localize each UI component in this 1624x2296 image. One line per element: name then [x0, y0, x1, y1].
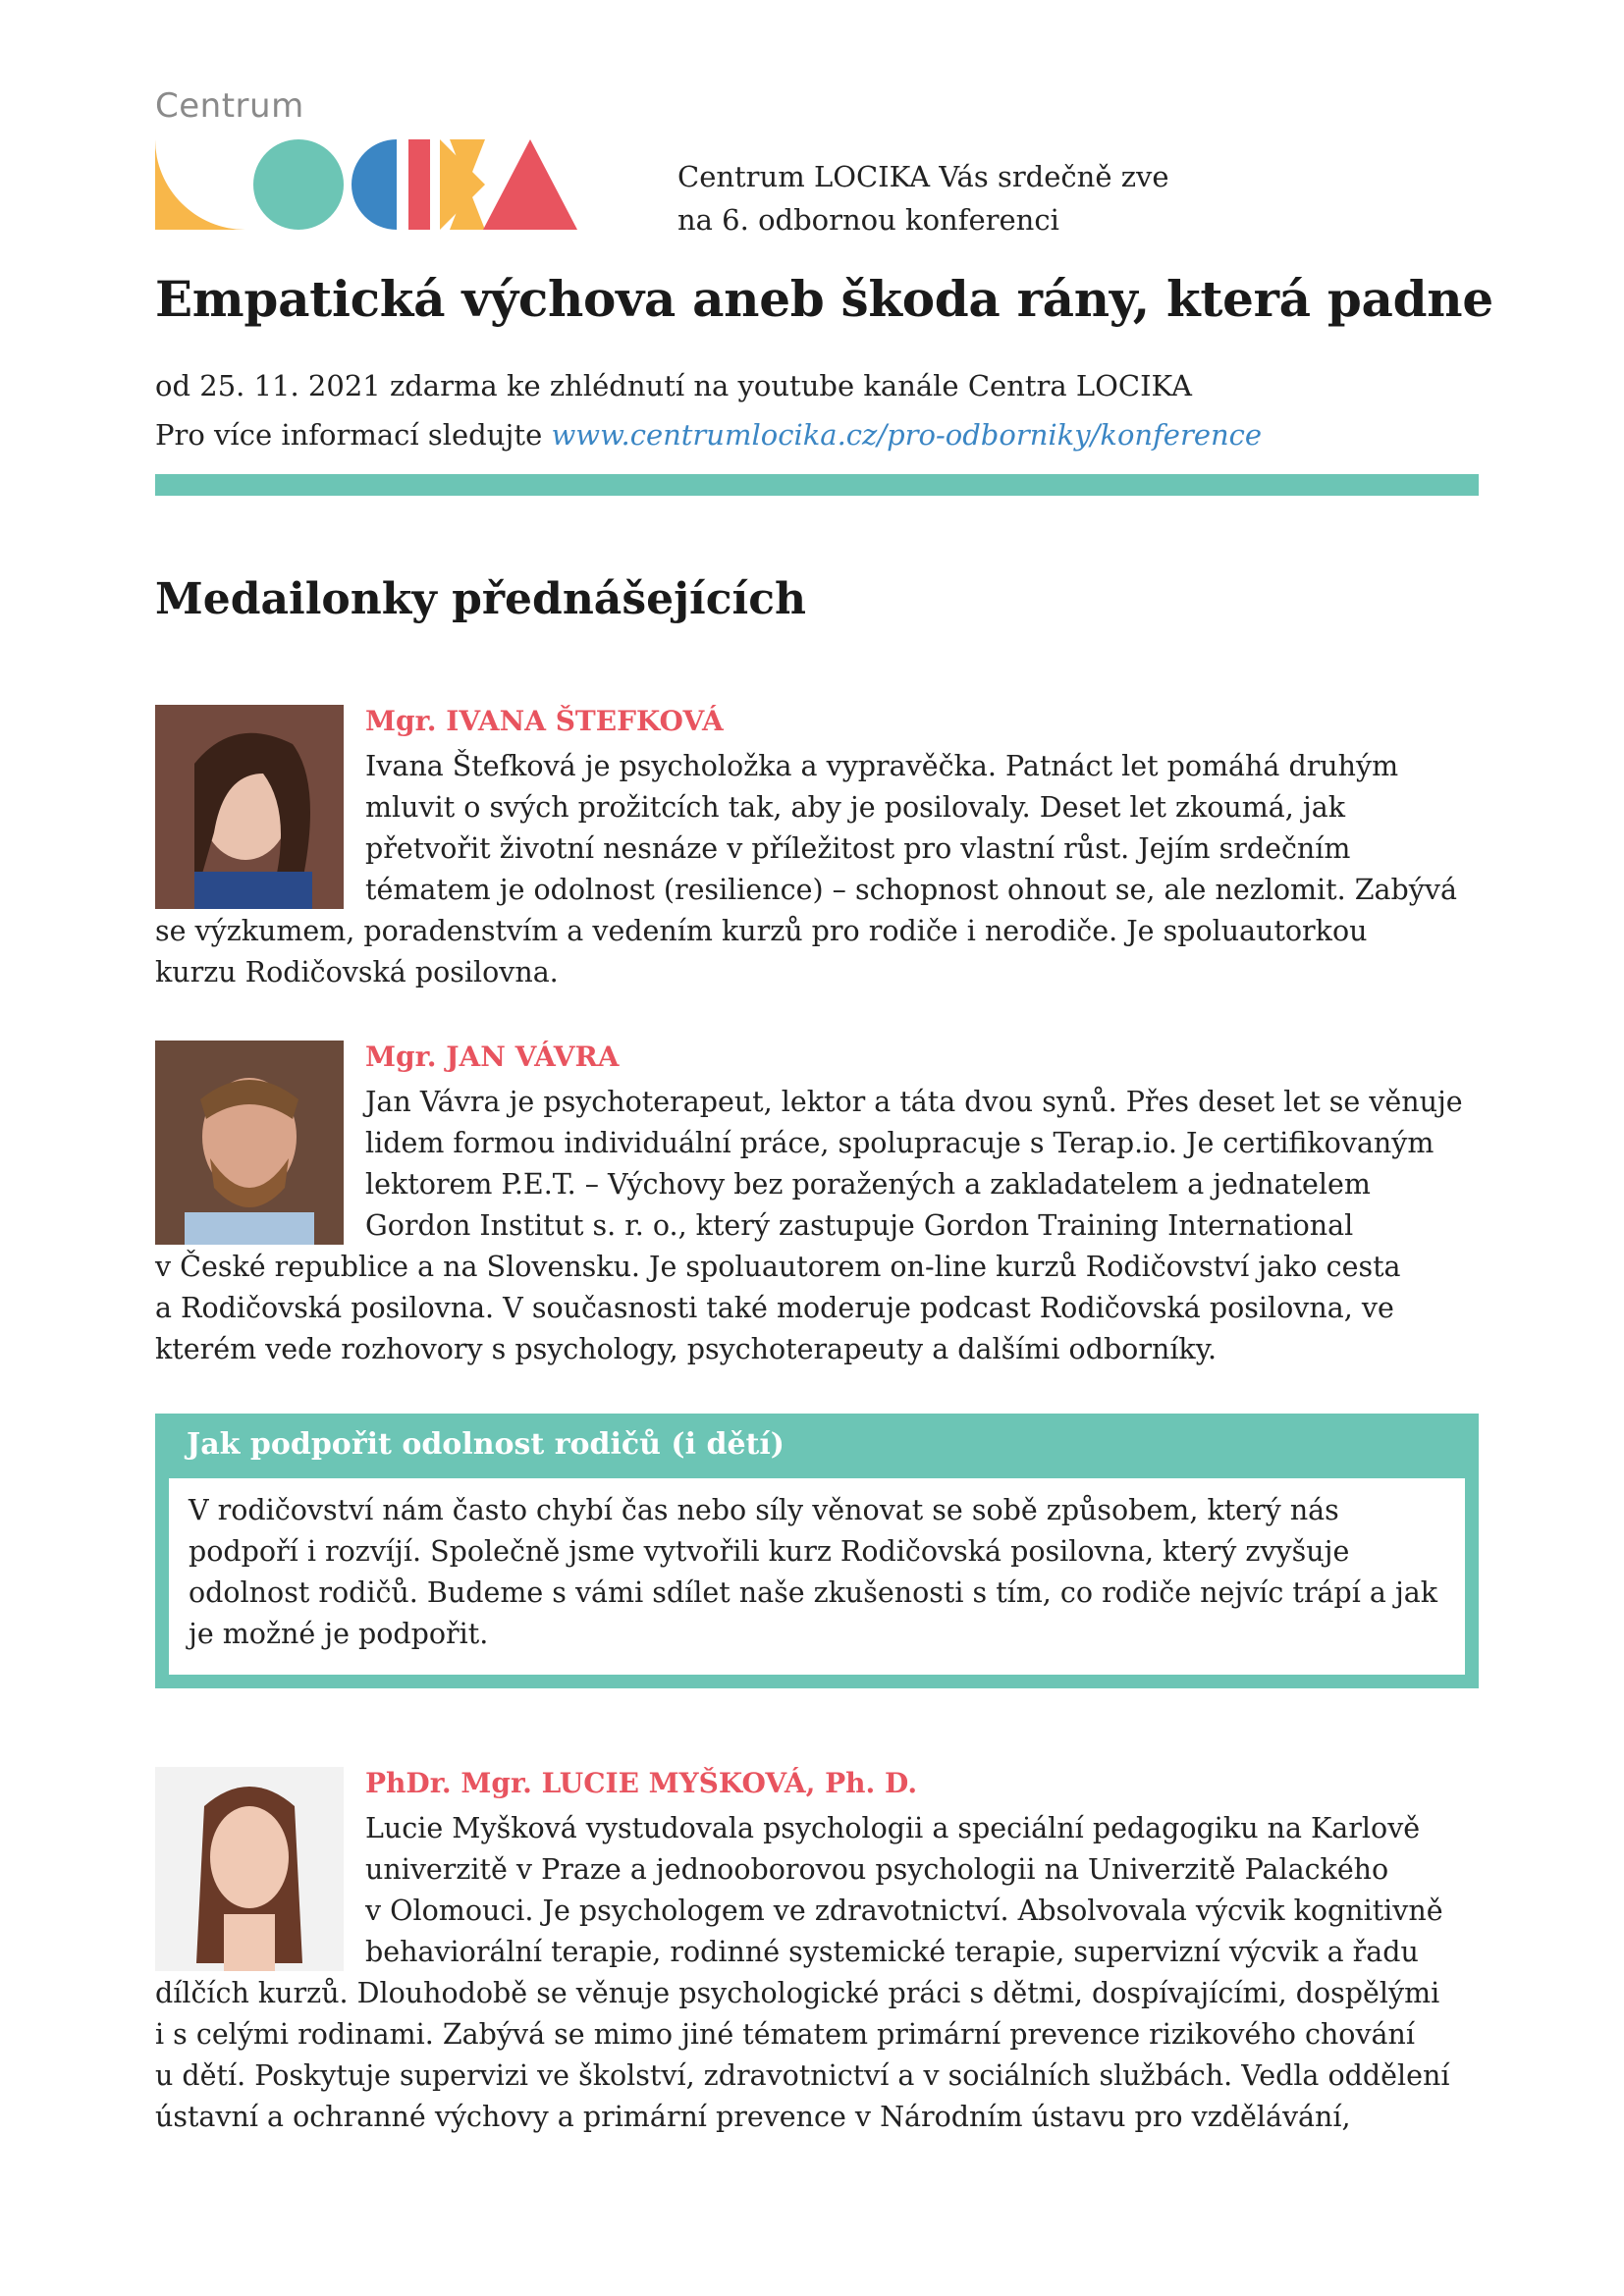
logo-centrum-text: Centrum: [155, 86, 304, 126]
bio-line: univerzitě v Praze a jednooborovou psychologii na Univerzitě Palackého: [365, 1853, 1389, 1886]
divider-bar: [155, 474, 1479, 496]
info-box-line: odolnost rodičů. Budeme s vámi sdílet naše zkušenosti s tím, co rodiče nejvíc trápí a jak: [189, 1576, 1438, 1609]
speaker-name: Mgr. JAN VÁVRA: [365, 1041, 620, 1073]
speaker-bio: [155, 746, 1479, 993]
bio-line: behaviorální terapie, rodinné systemické terapie, supervizní výcvik a řadu: [365, 1936, 1419, 1968]
bio-line: u dětí. Poskytuje supervizi ve školství, zdravotnictví a v sociálních službách. Vedla oddělení: [155, 2059, 1450, 2092]
bio-line: v Olomouci. Je psychologem ve zdravotnictví. Absolvovala výcvik kognitivně: [365, 1895, 1443, 1927]
bio-line: Ivana Štefková je psycholožka a vypravěčka. Patnáct let pomáhá druhým: [365, 750, 1399, 782]
speaker-bio: [155, 1808, 1479, 2138]
bio-line: lektorem P.E.T. – Výchovy bez poražených a zakladatelem a jednatelem: [365, 1168, 1371, 1201]
speaker-bio: [155, 1082, 1479, 1370]
bio-line: i s celými rodinami. Zabývá se mimo jiné tématem primární prevence rizikového chování: [155, 2018, 1416, 2051]
locika-logo: [155, 139, 577, 230]
bio-line: ústavní a ochranné výchovy a primární prevence v Národním ústavu pro vzdělávání,: [155, 2101, 1351, 2133]
bio-line: Jan Vávra je psychoterapeut, lektor a táta dvou synů. Přes deset let se věnuje: [365, 1086, 1463, 1118]
bio-line: lidem formou individuální práce, spolupracuje s Terap.io. Je certifikovaným: [365, 1127, 1435, 1159]
availability-line: od 25. 11. 2021 zdarma ke zhlédnutí na youtube kanále Centra LOCIKA: [155, 369, 1192, 402]
info-box-line: V rodičovství nám často chybí čas nebo síly věnovat se sobě způsobem, který nás: [189, 1494, 1339, 1526]
bio-line: se výzkumem, poradenstvím a vedením kurzů pro rodiče i nerodiče. Je spoluautorkou: [155, 915, 1368, 947]
invitation-line-1: Centrum LOCIKA Vás srdečně zve: [677, 160, 1169, 193]
info-box-title: Jak podpořit odolnost rodičů (i dětí): [187, 1427, 785, 1462]
invitation-text: [677, 155, 1169, 241]
more-info-prefix: Pro více informací sledujte: [155, 418, 552, 452]
speaker-name: Mgr. IVANA ŠTEFKOVÁ: [365, 705, 724, 737]
more-info-line: [155, 410, 1262, 459]
bio-line: tématem je odolnost (resilience) – schopnost ohnout se, ale nezlomit. Zabývá: [365, 874, 1457, 906]
bio-line: mluvit o svých prožitcích tak, aby je posilovaly. Deset let zkoumá, jak: [365, 791, 1346, 824]
section-heading: Medailonky přednášejících: [155, 574, 807, 624]
bio-line: a Rodičovská posilovna. V současnosti také moderuje podcast Rodičovská posilovna, ve: [155, 1292, 1394, 1324]
conference-details: [155, 361, 1262, 459]
bio-line: Gordon Institut s. r. o., který zastupuje Gordon Training International: [365, 1209, 1354, 1242]
conference-link[interactable]: www.centrumlocika.cz/pro-odborniky/konference: [551, 418, 1263, 452]
bio-line: Lucie Myšková vystudovala psychologii a speciální pedagogiku na Karlově: [365, 1812, 1421, 1844]
bio-line: dílčích kurzů. Dlouhodobě se věnuje psychologické práci s dětmi, dospívajícími, dospělými: [155, 1977, 1440, 2009]
invitation-line-2: na 6. odbornou konferenci: [677, 203, 1059, 237]
bio-line: kterém vede rozhovory s psychology, psychoterapeuty a dalšími odborníky.: [155, 1333, 1218, 1365]
speaker-name: PhDr. Mgr. LUCIE MYŠKOVÁ, Ph. D.: [365, 1767, 918, 1799]
bio-line: v České republice a na Slovensku. Je spoluautorem on-line kurzů Rodičovství jako cesta: [155, 1251, 1401, 1283]
info-box-line: je možné je podpořit.: [189, 1618, 489, 1650]
conference-title: Empatická výchova aneb škoda rány, která padne: [155, 270, 1493, 328]
info-box-body: [169, 1478, 1465, 1675]
info-box: [155, 1414, 1479, 1688]
info-box-line: podpoří i rozvíjí. Společně jsme vytvořili kurz Rodičovská posilovna, který zvyšuje: [189, 1535, 1350, 1568]
bio-line: kurzu Rodičovská posilovna.: [155, 956, 559, 988]
bio-line: přetvořit životní nesnáze v příležitost pro vlastní růst. Jejím srdečním: [365, 832, 1351, 865]
